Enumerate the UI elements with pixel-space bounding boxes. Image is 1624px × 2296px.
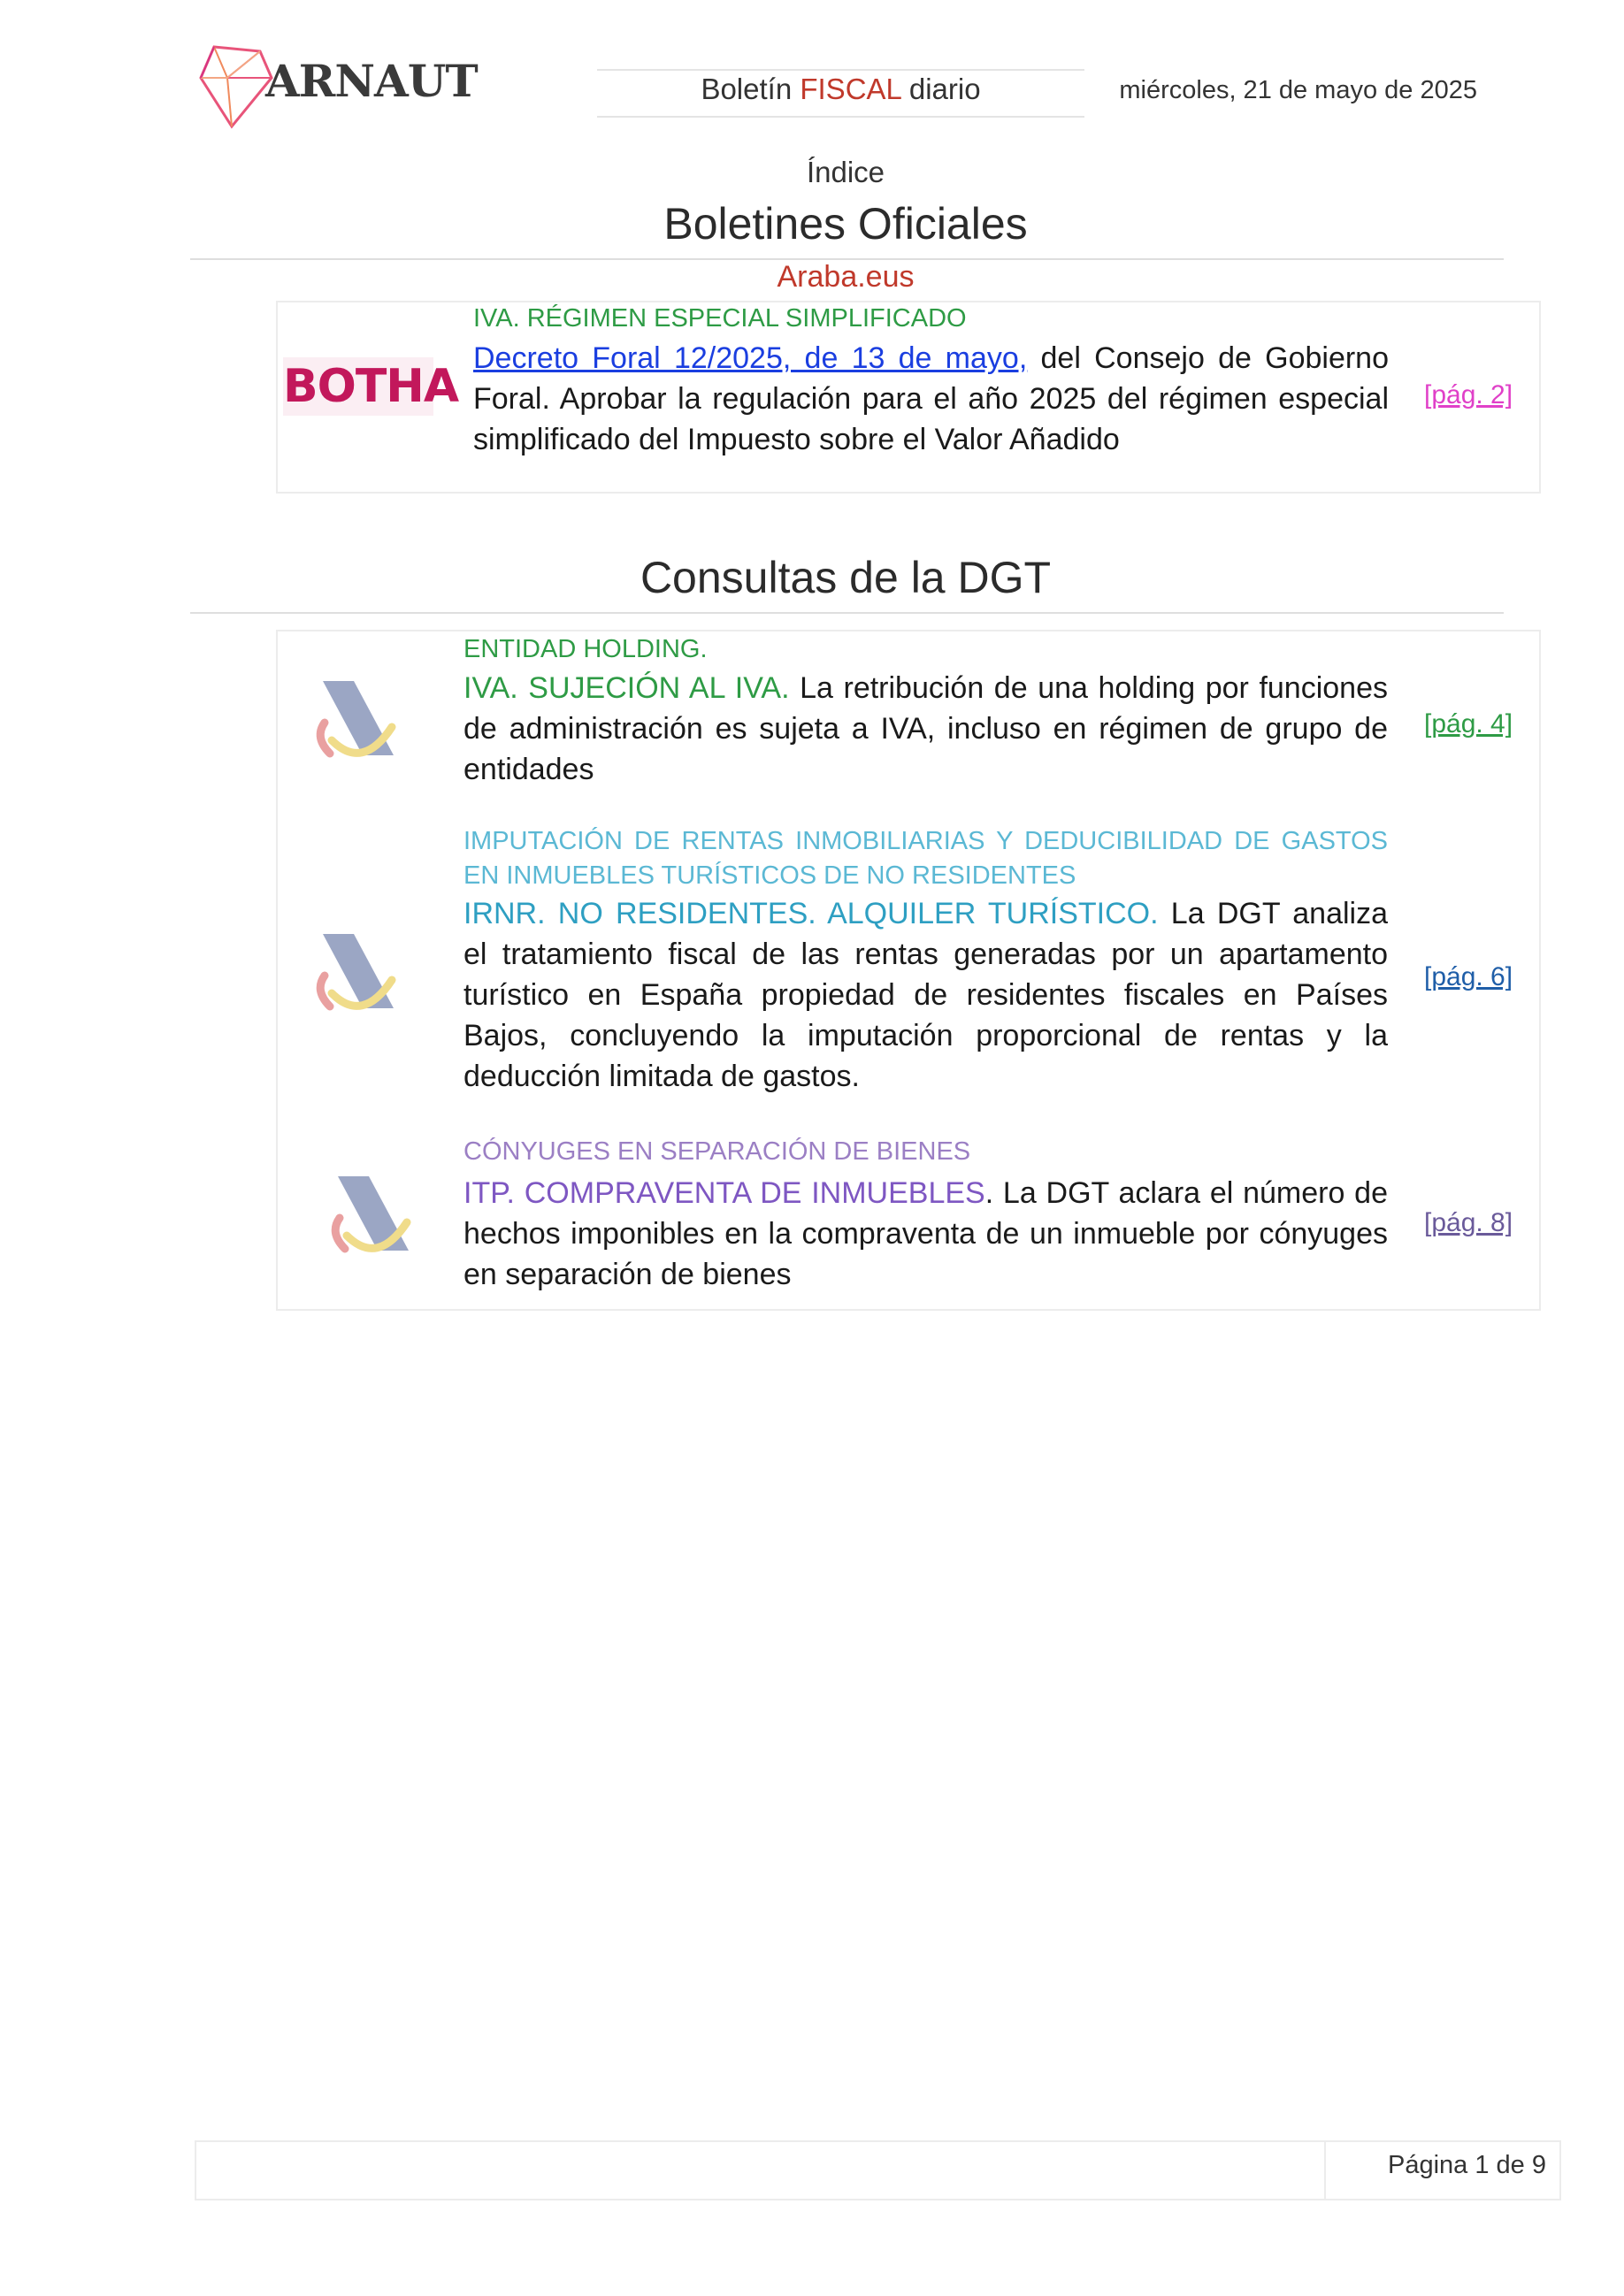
bulletin-title-suffix: diario [908,73,981,105]
header-rule-bottom [597,116,1084,118]
entry-lead: ITP. COMPRAVENTA DE INMUEBLES [463,1176,985,1210]
botha-logo: BOTHA [283,360,459,413]
aeat-icon [320,1169,417,1258]
section-rule [190,612,1504,614]
entry-category: IVA. RÉGIMEN ESPECIAL SIMPLIFICADO [473,304,967,333]
section-title-boletines: Boletines Oficiales [663,199,1028,249]
aeat-logo [305,674,402,762]
source-label: Araba.eus [777,260,915,294]
entry-category: IMPUTACIÓN DE RENTAS INMOBILIARIAS Y DEDUCIBILIDAD DE GASTOS EN INMUEBLES TURÍSTICOS DE NO RESIDENTES [463,827,1388,890]
page-ref-link[interactable]: [pág. 4] [1424,709,1513,739]
page-ref-link[interactable]: [pág. 2] [1424,380,1513,409]
entry-lead: IRNR. NO RESIDENTES. ALQUILER TURÍSTICO. [463,897,1159,930]
entry-description [463,1173,1388,1295]
aeat-logo [320,1169,417,1258]
arnaut-wordmark: ARNAUT [265,55,478,107]
entry-description [463,893,1388,1097]
entry-description [463,668,1388,790]
aeat-icon [305,927,402,1015]
arnaut-diamond-icon [196,42,276,131]
bulletin-title-highlight: FISCAL [800,73,901,105]
section-title-consultas: Consultas de la DGT [640,553,1052,602]
bulletin-title [597,73,1084,106]
entry-category: CÓNYUGES EN SEPARACIÓN DE BIENES [463,1137,971,1166]
bulletin-date: miércoles, 21 de mayo de 2025 [1119,76,1477,104]
entry-category: ENTIDAD HOLDING. [463,635,708,663]
entry-description-text: La DGT analiza el tratamiento fiscal de las rentas generadas por un apartamento turístico en España propiedad de residentes fiscales en Países Bajos, concluyendo la imputación proporcional de rentas y la deducción limitada de gastos. [463,897,1388,1093]
aeat-logo [305,927,402,1015]
entry-description-text: Aprobar la regulación para el año 2025 del régimen especial simplificado del Impuesto sobre el Valor Añadido [473,382,1390,456]
page-ref-link[interactable]: [pág. 6] [1424,962,1513,991]
decreto-foral-link[interactable]: Decreto Foral 12/2025, de 13 de mayo, [473,341,1028,375]
page-ref-link[interactable]: [pág. 8] [1424,1208,1513,1237]
footer-separator [1324,2140,1326,2200]
entry-lead: IVA. SUJECIÓN AL IVA. [463,671,790,705]
bulletin-title-prefix: Boletín [701,73,793,105]
entry-description-line1: del Consejo de Gobierno Foral. [473,341,1389,416]
page-number: Página 1 de 9 [1388,2151,1546,2179]
entry-description-text: . La DGT aclara el número de hechos imponibles en la compraventa de un inmueble por cónyuges en separación de bienes [463,1176,1388,1291]
entry-description [473,338,1389,460]
aeat-icon [305,674,402,762]
entry-description-text: La retribución de una holding por funciones de administración es sujeta a IVA, incluso en régimen de grupo de entidades [463,671,1388,786]
index-label: Índice [806,156,885,188]
header-rule-top [597,69,1084,71]
